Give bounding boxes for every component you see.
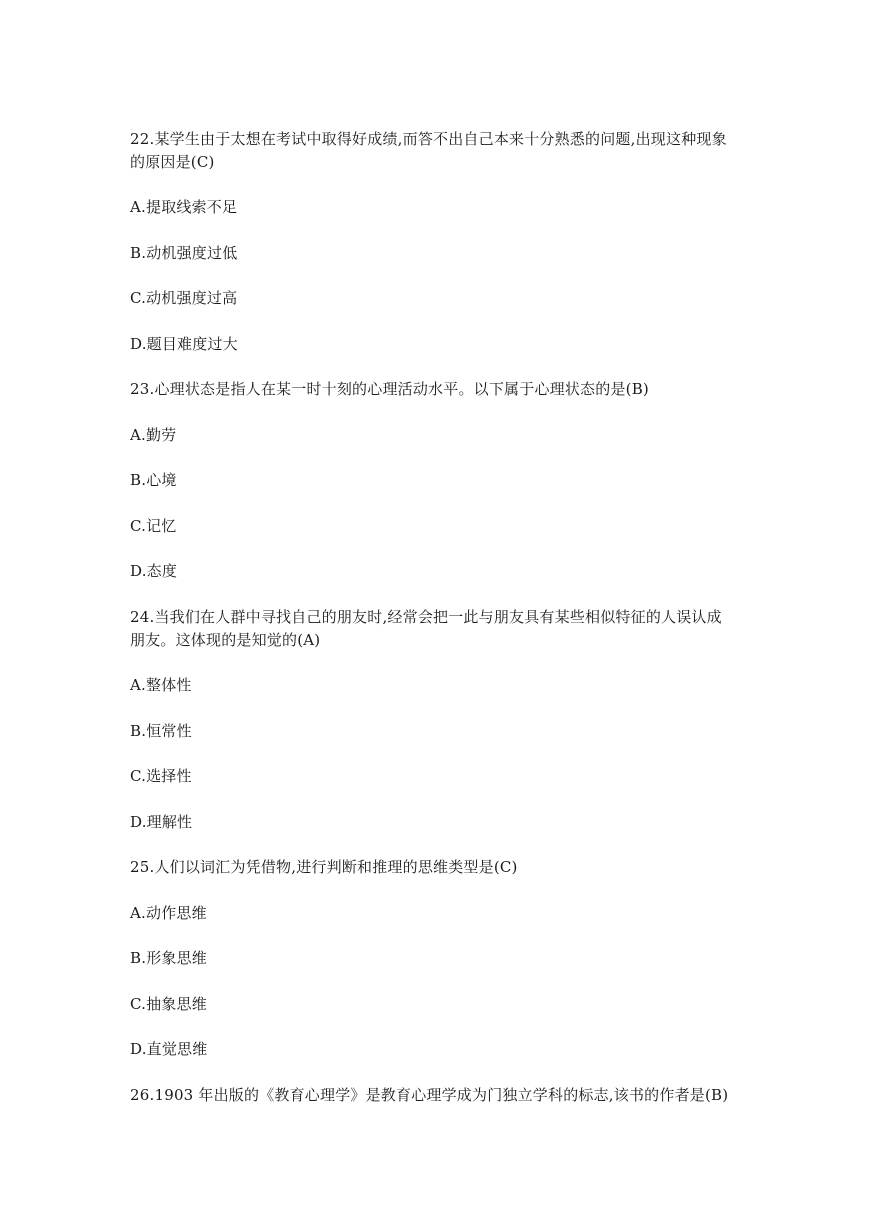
question-22-stem-line-1: 22.某学生由于太想在考试中取得好成绩,而答不出自己本来十分熟悉的问题,出现这种现象 [130,130,727,148]
question-22-option-a: A.提取线索不足 [130,198,238,216]
question-25-option-b: B.形象思维 [130,949,207,967]
question-22-stem-line-2: 的原因是(C) [130,153,215,171]
question-25-option-a: A.动作思维 [130,904,207,922]
question-23-option-d: D.态度 [130,562,178,580]
question-23-option-a: A.勤劳 [130,426,177,444]
question-23-option-b: B.心境 [130,471,177,489]
question-22-option-d: D.题目难度过大 [130,335,238,353]
question-24-stem-line-2: 朋友。这体现的是知觉的(A) [130,631,321,649]
question-23-option-c: C.记忆 [130,517,177,535]
question-23-stem-line-1: 23.心理状态是指人在某一时十刻的心理活动水平。以下属于心理状态的是(B) [130,380,649,398]
question-22-option-c: C.动机强度过高 [130,289,238,307]
question-26-stem-line-1: 26.1903 年出版的《教育心理学》是教育心理学成为门独立学科的标志,该书的作者是(B) [130,1086,729,1104]
question-24-option-a: A.整体性 [130,676,192,694]
question-25-option-c: C.抽象思维 [130,995,207,1013]
question-24-option-b: B.恒常性 [130,722,192,740]
question-24-option-d: D.理解性 [130,813,193,831]
question-24-option-c: C.选择性 [130,767,192,785]
question-25-option-d: D.直觉思维 [130,1040,208,1058]
question-22-option-b: B.动机强度过低 [130,244,238,262]
question-24-stem-line-1: 24.当我们在人群中寻找自己的朋友时,经常会把一此与朋友具有某些相似特征的人误认成 [130,608,722,626]
question-25-stem-line-1: 25.人们以词汇为凭借物,进行判断和推理的思维类型是(C) [130,858,518,876]
